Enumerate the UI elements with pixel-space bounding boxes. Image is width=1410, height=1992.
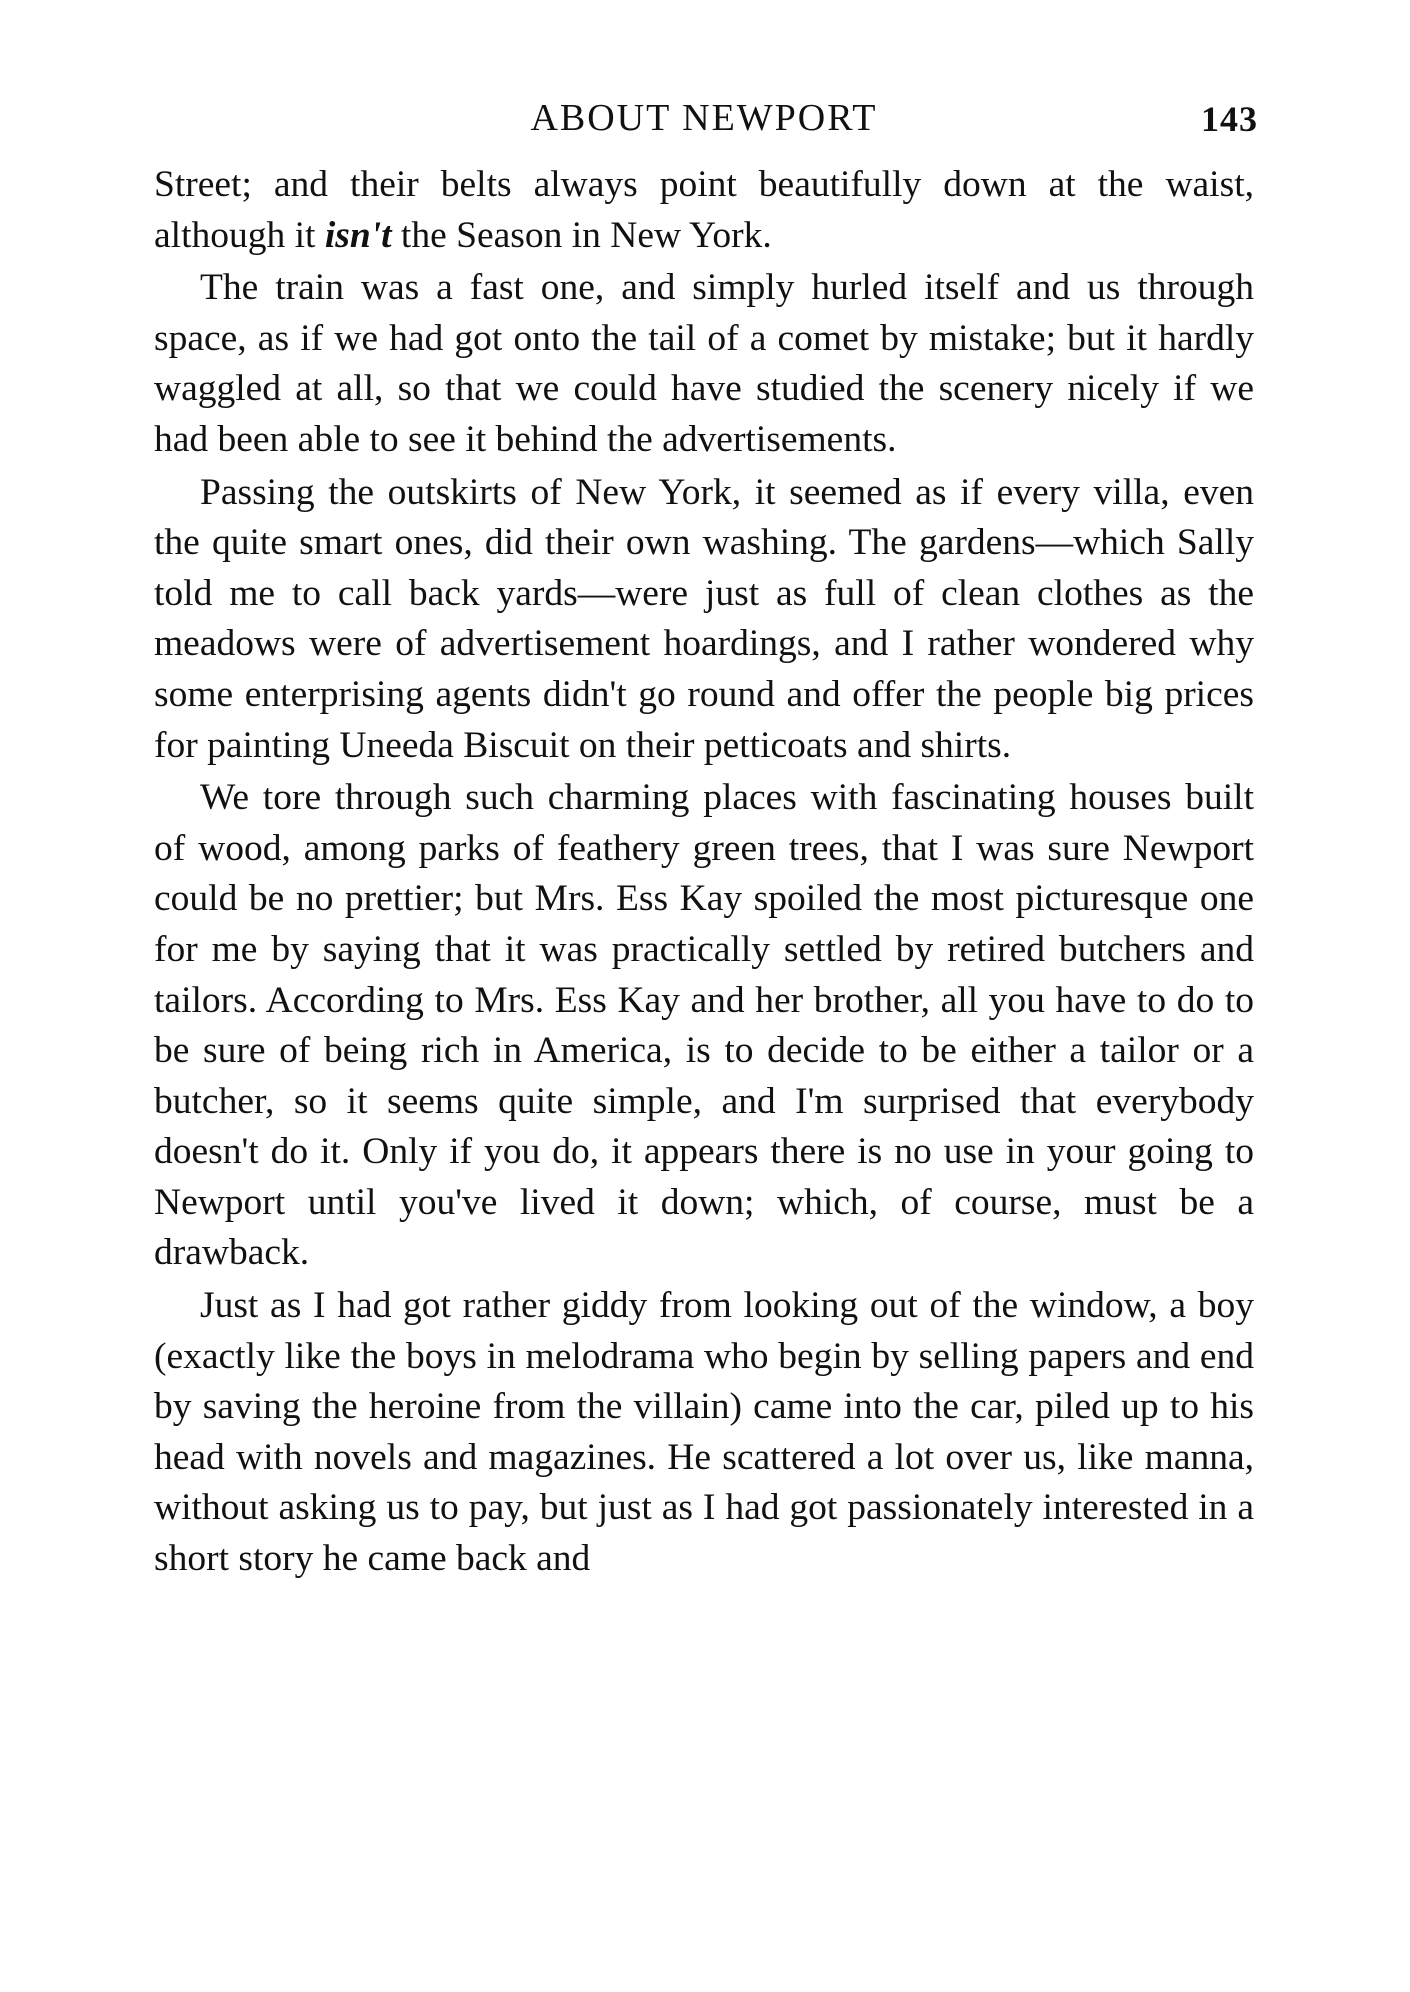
paragraph-5: Just as I had got rather giddy from looking out of the window, a boy (exactly like the boys in melodrama who begin by selling papers and end by saving the heroine from the villain) came into the car, piled up to his head with novels and magazines. He scattered a lot over us, like manna, without asking us to pay, but just as I had got passionately interested in a short story he came back and	[154, 1285, 1254, 1580]
emphasis-isnt: isn't	[324, 214, 392, 256]
page-number: 143	[1201, 99, 1258, 139]
paragraph-1-text-before: Street; and their belts always point beautifully down at the waist, although it	[154, 164, 1254, 256]
running-header	[154, 92, 1258, 148]
paragraph-1	[154, 160, 1254, 261]
running-title: ABOUT NEWPORT	[530, 97, 878, 139]
paragraph-4: We tore through such charming places with fascinating houses built of wood, among parks of feathery green trees, that I was sure Newport could be no prettier; but Mrs. Ess Kay spoiled the most picturesque one for me by saying that it was practically settled by retired butchers and tailors. According to Mrs. Ess Kay and her brother, all you have to do to be sure of being rich in America, is to decide to be either a tailor or a butcher, so it seems quite simple, and I'm surprised that everybody doesn't do it. Only if you do, it appears there is no use in your going to Newport until you've lived it down; which, of course, must be a drawback.	[154, 777, 1254, 1274]
body-text	[154, 160, 1254, 1585]
book-page	[154, 92, 1258, 1587]
paragraph-3: Passing the outskirts of New York, it seemed as if every villa, even the quite smart ones, did their own washing. The gardens—which Sally told me to call back yards—were just as full of clean clothes as the meadows were of advertisement hoardings, and I rather wondered why some enterprising agents didn't go round and offer the people big prices for painting Uneeda Biscuit on their petticoats and shirts.	[154, 471, 1254, 766]
paragraph-2: The train was a fast one, and simply hurled itself and us through space, as if we had got onto the tail of a comet by mistake; but it hardly waggled at all, so that we could have studied the scenery nicely if we had been able to see it behind the advertisements.	[154, 267, 1254, 460]
paragraph-1-text-after: the Season in New York.	[391, 214, 772, 256]
